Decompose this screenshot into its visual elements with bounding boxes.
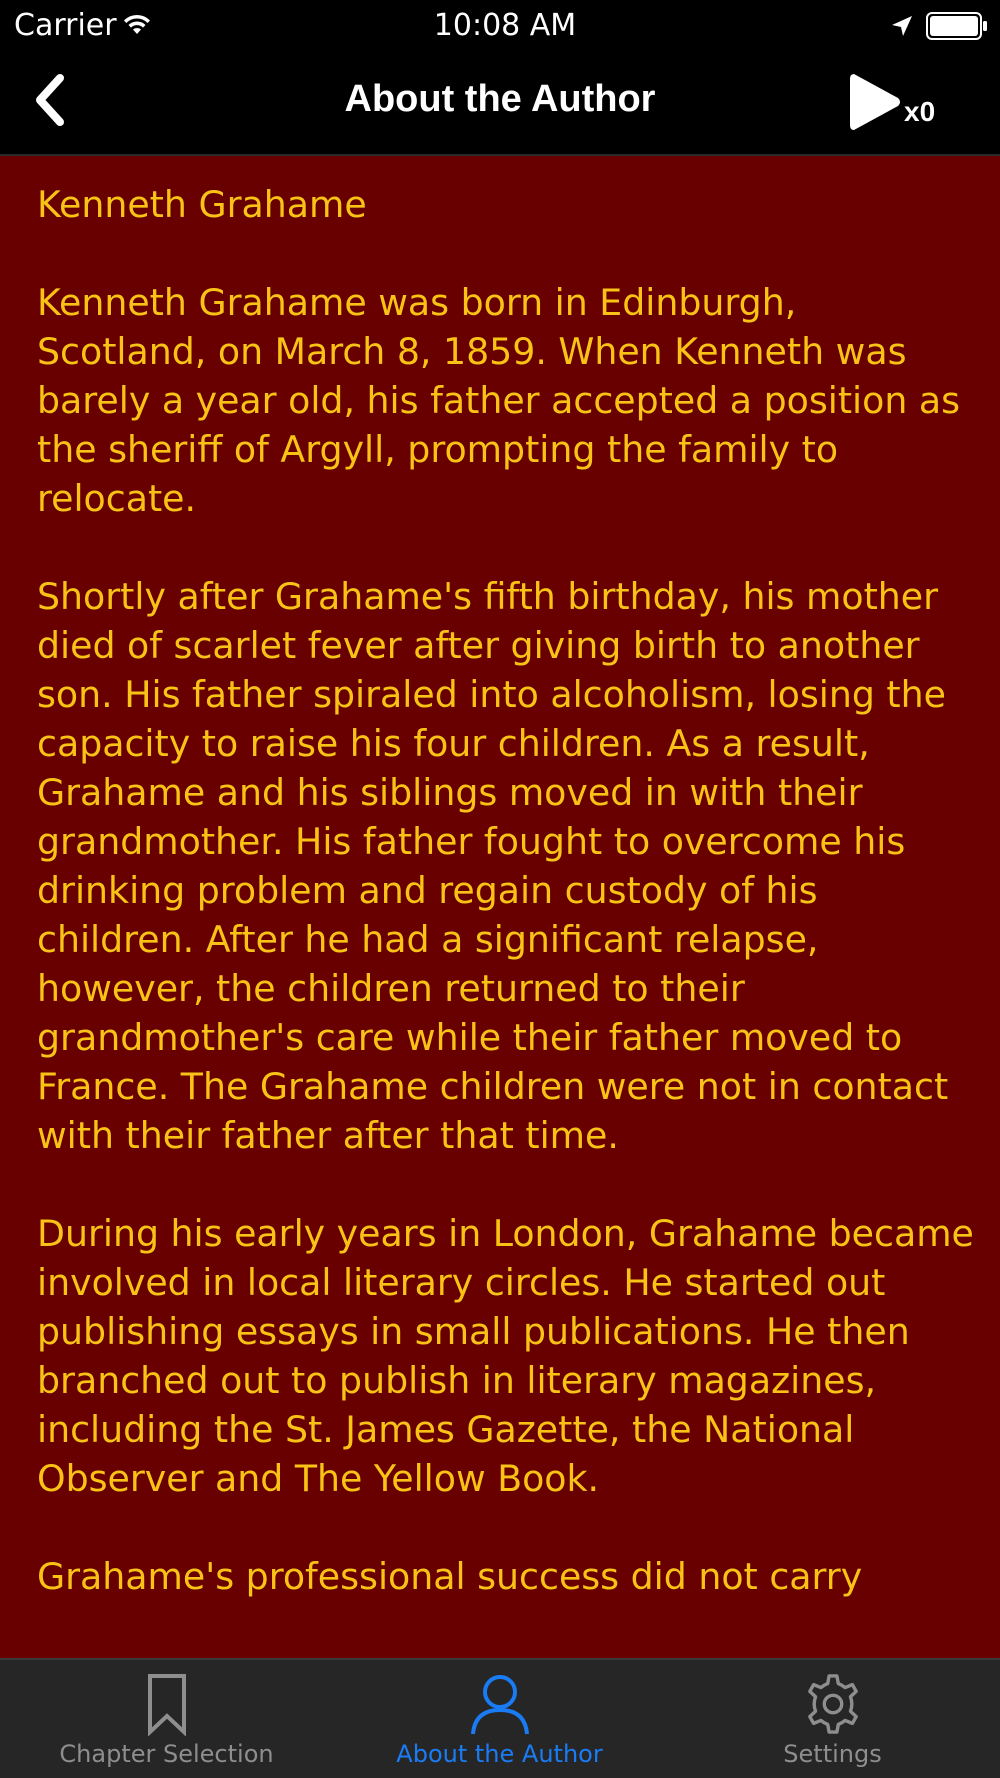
tab-about-the-author[interactable] bbox=[333, 1660, 666, 1778]
tab-bar bbox=[0, 1658, 1000, 1778]
battery-icon bbox=[926, 12, 988, 40]
play-button[interactable] bbox=[844, 66, 944, 138]
tab-label: Settings bbox=[783, 1740, 882, 1768]
location-arrow-icon bbox=[890, 14, 914, 38]
author-biography bbox=[37, 180, 977, 1650]
biography-paragraph: During his early years in London, Grahame became involved in local literary circles. He started out publishing essays in small publications. He then branched out to publish in literary magazines, including the St. James Gazette, the National Observer and The Yellow Book. bbox=[37, 1212, 974, 1500]
status-bar bbox=[0, 0, 1000, 50]
person-icon bbox=[469, 1672, 531, 1736]
tab-label: About the Author bbox=[396, 1740, 603, 1768]
author-content[interactable] bbox=[0, 156, 1000, 1658]
tab-chapter-selection[interactable] bbox=[0, 1660, 333, 1778]
author-name: Kenneth Grahame bbox=[37, 183, 367, 226]
gear-icon bbox=[802, 1672, 864, 1736]
carrier-label: Carrier bbox=[14, 8, 117, 43]
status-time: 10:08 AM bbox=[433, 8, 577, 43]
biography-paragraph: Shortly after Grahame's fifth birthday, his mother died of scarlet fever after giving birth to another son. His father spiraled into alcoholism, losing the capacity to raise his four children. As a result, Grahame and his siblings moved in with their grandmother. His father fought to overcome his drinking problem and regain custody of his children. After he had a significant relapse, however, the children returned to their grandmother's care while their father moved to France. The Grahame children were not in contact with their father after that time. bbox=[37, 575, 949, 1157]
tab-settings[interactable] bbox=[666, 1660, 999, 1778]
bookmark-icon bbox=[136, 1672, 198, 1736]
navigation-bar bbox=[0, 50, 1000, 156]
play-icon bbox=[848, 70, 904, 134]
biography-paragraph: Grahame's professional success did not carry bbox=[37, 1555, 863, 1598]
page-title: About the Author bbox=[344, 78, 656, 120]
biography-paragraph: Kenneth Grahame was born in Edinburgh, Scotland, on March 8, 1859. When Kenneth was barely a year old, his father accepted a position as the sheriff of Argyll, prompting the family to relocate. bbox=[37, 281, 961, 520]
tab-label: Chapter Selection bbox=[59, 1740, 274, 1768]
play-count-label: x0 bbox=[904, 96, 936, 127]
